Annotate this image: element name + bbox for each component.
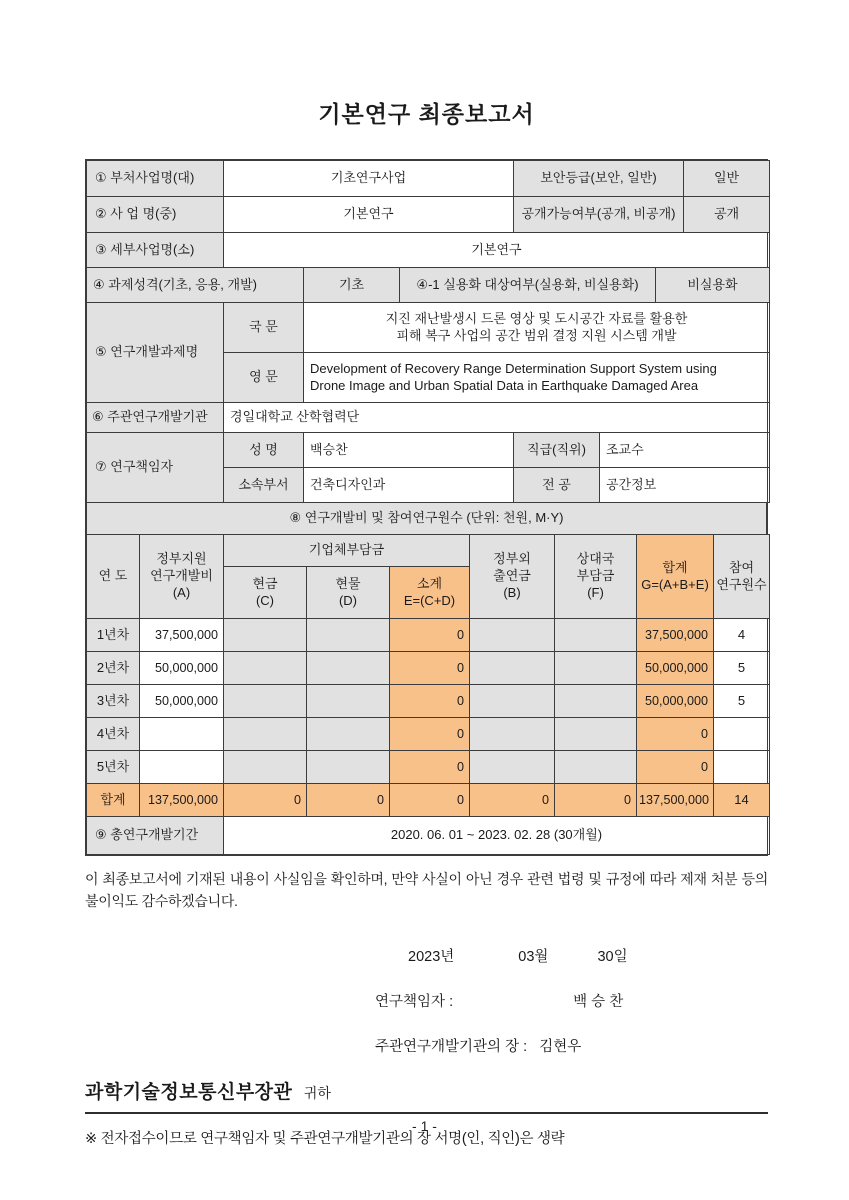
budget-subtotal-cell: 0 <box>390 685 470 718</box>
info-table-subprogram <box>86 232 770 268</box>
date-year: 2023년 <box>408 949 455 966</box>
budget-grand-total: 137,500,000 <box>637 784 714 817</box>
info-table-top <box>86 160 770 233</box>
label-pi-major: 전 공 <box>514 468 600 503</box>
budget-total-label: 합계 <box>87 784 140 817</box>
text-line: (C) <box>255 592 275 608</box>
row-pi-name <box>87 433 770 468</box>
text-line: 정부지원 <box>156 551 207 567</box>
budget-members-cell: 5 <box>714 685 770 718</box>
info-table-pi <box>86 432 770 503</box>
recipient-name: 과학기술정보통신부장관 <box>85 1082 293 1104</box>
label-project-title: ⑤ 연구개발과제명 <box>87 303 224 403</box>
org-head-signature-label: 주관연구개발기관의 장 : <box>375 1039 528 1056</box>
value-disclosure: 공개 <box>684 197 770 233</box>
org-head-signature-name: 김현우 <box>539 1039 582 1056</box>
label-security-grade: 보안등급(보안, 일반) <box>514 161 684 197</box>
row-title-korean <box>87 303 770 353</box>
budget-subtotal-cell: 0 <box>390 652 470 685</box>
report-form <box>85 159 768 856</box>
date-day: 30일 <box>597 949 628 966</box>
budget-a-cell: 50,000,000 <box>140 652 224 685</box>
budget-cash-cell <box>224 751 307 784</box>
text-line: 연구개발비 <box>150 568 213 584</box>
value-lead-org: 경일대학교 산학협력단 <box>224 403 770 433</box>
budget-year-cell: 5년차 <box>87 751 140 784</box>
value-ministry-program: 기초연구사업 <box>224 161 514 197</box>
budget-cash-total: 0 <box>224 784 307 817</box>
budget-members-cell <box>714 718 770 751</box>
budget-cash-cell <box>224 685 307 718</box>
text-line: 피해 복구 사업의 공간 범위 결정 지원 시스템 개발 <box>396 327 677 343</box>
text-line: G=(A+B+E) <box>641 576 709 592</box>
budget-row-year4 <box>87 718 770 751</box>
budget-inkind-total: 0 <box>307 784 390 817</box>
budget-row-year2 <box>87 652 770 685</box>
budget-nongov-cell <box>470 685 555 718</box>
budget-cash-cell <box>224 619 307 652</box>
text-line: 연구원수 <box>716 576 767 592</box>
text-line: 소계 <box>416 575 443 591</box>
budget-inkind-cell <box>307 619 390 652</box>
text-line: (B) <box>503 584 521 600</box>
row-budget-title <box>87 503 767 535</box>
text-line: 정부외 <box>493 551 531 567</box>
pi-signature-name: 백 승 찬 <box>573 994 624 1011</box>
info-table-period <box>86 816 770 855</box>
label-title-english: 영 문 <box>224 353 304 403</box>
budget-nongov-cell <box>470 619 555 652</box>
text-line: (A) <box>172 584 191 600</box>
value-title-english <box>304 353 770 403</box>
value-title-korean <box>304 303 770 353</box>
header-year: 연 도 <box>87 535 140 619</box>
header-company-burden: 기업체부담금 <box>224 535 470 567</box>
text-line: 현금 <box>252 575 278 591</box>
recipient-honorific: 귀하 <box>303 1085 331 1102</box>
budget-row-year1 <box>87 619 770 652</box>
budget-total-cell: 0 <box>637 751 714 784</box>
budget-section-band <box>86 502 767 535</box>
header-cash <box>224 567 307 619</box>
row-program-name <box>87 197 770 233</box>
row-ministry-program <box>87 161 770 197</box>
date-month: 03월 <box>518 949 549 966</box>
org-head-signature-line <box>85 1035 768 1056</box>
label-program-name: ② 사 업 명(중) <box>87 197 224 233</box>
row-period <box>87 817 770 855</box>
label-pi-name: 성 명 <box>224 433 304 468</box>
budget-nongov-total: 0 <box>470 784 555 817</box>
budget-members-cell <box>714 751 770 784</box>
text-line: (F) <box>587 584 604 600</box>
text-line: 부담금 <box>576 568 615 584</box>
info-table-project-type <box>86 267 770 303</box>
text-line: Drone Image and Urban Spatial Data in Earthquake Damaged Area <box>310 377 699 393</box>
budget-a-total: 137,500,000 <box>140 784 224 817</box>
budget-subtotal-total: 0 <box>390 784 470 817</box>
label-pi: ⑦ 연구책임자 <box>87 433 224 503</box>
page-number: - 1 - <box>412 1118 437 1134</box>
value-program-name: 기본연구 <box>224 197 514 233</box>
text-line: 지진 재난발생시 드론 영상 및 도시공간 자료를 활용한 <box>385 310 688 326</box>
budget-subtotal-cell: 0 <box>390 619 470 652</box>
budget-row-year5 <box>87 751 770 784</box>
budget-a-cell: 37,500,000 <box>140 619 224 652</box>
budget-inkind-cell <box>307 685 390 718</box>
budget-partner-cell <box>555 619 637 652</box>
label-period: ⑨ 총연구개발기간 <box>87 817 224 855</box>
budget-header-row-1 <box>87 535 770 567</box>
text-line: 합계 <box>662 559 688 575</box>
value-sub-program: 기본연구 <box>224 233 770 268</box>
budget-total-cell: 50,000,000 <box>637 685 714 718</box>
label-project-type: ④ 과제성격(기초, 응용, 개발) <box>87 268 304 303</box>
value-pi-position: 조교수 <box>600 433 770 468</box>
budget-inkind-cell <box>307 718 390 751</box>
signature-date <box>85 945 768 966</box>
header-non-gov <box>470 535 555 619</box>
budget-a-cell <box>140 751 224 784</box>
header-members <box>714 535 770 619</box>
budget-total-cell: 37,500,000 <box>637 619 714 652</box>
text-line: 현물 <box>335 575 361 591</box>
pi-signature-line <box>85 990 768 1011</box>
label-title-korean: 국 문 <box>224 303 304 353</box>
budget-year-cell: 2년차 <box>87 652 140 685</box>
value-practical-use: 비실용화 <box>656 268 770 303</box>
label-pi-position: 직급(직위) <box>514 433 600 468</box>
budget-inkind-cell <box>307 652 390 685</box>
value-pi-major: 공간정보 <box>600 468 770 503</box>
header-partner-country <box>555 535 637 619</box>
budget-subtotal-cell: 0 <box>390 751 470 784</box>
budget-inkind-cell <box>307 751 390 784</box>
declaration-text: 이 최종보고서에 기재된 내용이 사실임을 확인하며, 만약 사실이 아닌 경우 관련 법령 및 규정에 따라 제재 처분 등의 불이익도 감수하겠습니다. <box>85 871 768 909</box>
text-line: E=(C+D) <box>403 592 456 608</box>
text-line: (D) <box>338 592 358 608</box>
budget-subtotal-cell: 0 <box>390 718 470 751</box>
budget-partner-cell <box>555 718 637 751</box>
budget-partner-cell <box>555 685 637 718</box>
budget-total-row <box>87 784 770 817</box>
pi-signature-label: 연구책임자 : <box>375 994 454 1011</box>
budget-year-cell: 4년차 <box>87 718 140 751</box>
doc-title: 기본연구 최종보고서 <box>318 101 535 127</box>
label-disclosure: 공개가능여부(공개, 비공개) <box>514 197 684 233</box>
budget-nongov-cell <box>470 751 555 784</box>
value-pi-dept: 건축디자인과 <box>304 468 514 503</box>
info-table-project-title <box>86 302 770 403</box>
budget-total-cell: 0 <box>637 718 714 751</box>
value-security-grade: 일반 <box>684 161 770 197</box>
value-period: 2020. 06. 01 ~ 2023. 02. 28 (30개월) <box>224 817 770 855</box>
row-project-type <box>87 268 770 303</box>
text-line: 참여 <box>728 559 755 575</box>
row-lead-org <box>87 403 770 433</box>
row-sub-program <box>87 233 770 268</box>
electronic-submission-note: ※ 전자접수이므로 연구책임자 및 주관연구개발기관의 장 서명(인, 직인)은 생략 <box>85 1131 565 1148</box>
budget-members-total: 14 <box>714 784 770 817</box>
budget-total-cell: 50,000,000 <box>637 652 714 685</box>
label-ministry-program: ① 부처사업명(대) <box>87 161 224 197</box>
budget-a-cell: 50,000,000 <box>140 685 224 718</box>
budget-nongov-cell <box>470 652 555 685</box>
budget-year-cell: 1년차 <box>87 619 140 652</box>
budget-partner-cell <box>555 751 637 784</box>
budget-members-cell: 5 <box>714 652 770 685</box>
header-inkind <box>307 567 390 619</box>
label-pi-dept: 소속부서 <box>224 468 304 503</box>
budget-a-cell <box>140 718 224 751</box>
label-sub-program: ③ 세부사업명(소) <box>87 233 224 268</box>
document <box>85 0 768 1148</box>
budget-section-title: ⑧ 연구개발비 및 참여연구원수 (단위: 천원, M·Y) <box>87 503 767 535</box>
budget-table <box>86 534 770 817</box>
label-practical-use: ④-1 실용화 대상여부(실용화, 비실용화) <box>400 268 656 303</box>
budget-year-cell: 3년차 <box>87 685 140 718</box>
value-project-type: 기초 <box>304 268 400 303</box>
text-line: Development of Recovery Range Determination Support System using <box>310 360 717 376</box>
budget-row-year3 <box>87 685 770 718</box>
header-subtotal <box>390 567 470 619</box>
budget-members-cell: 4 <box>714 619 770 652</box>
header-total <box>637 535 714 619</box>
header-gov-support <box>140 535 224 619</box>
text-line: 출연금 <box>493 568 531 584</box>
info-table-lead-org <box>86 402 770 433</box>
budget-cash-cell <box>224 718 307 751</box>
text-line: 상대국 <box>576 551 615 567</box>
budget-cash-cell <box>224 652 307 685</box>
value-pi-name: 백승찬 <box>304 433 514 468</box>
budget-partner-total: 0 <box>555 784 637 817</box>
recipient-line <box>85 1077 768 1114</box>
budget-nongov-cell <box>470 718 555 751</box>
label-lead-org: ⑥ 주관연구개발기관 <box>87 403 224 433</box>
budget-partner-cell <box>555 652 637 685</box>
